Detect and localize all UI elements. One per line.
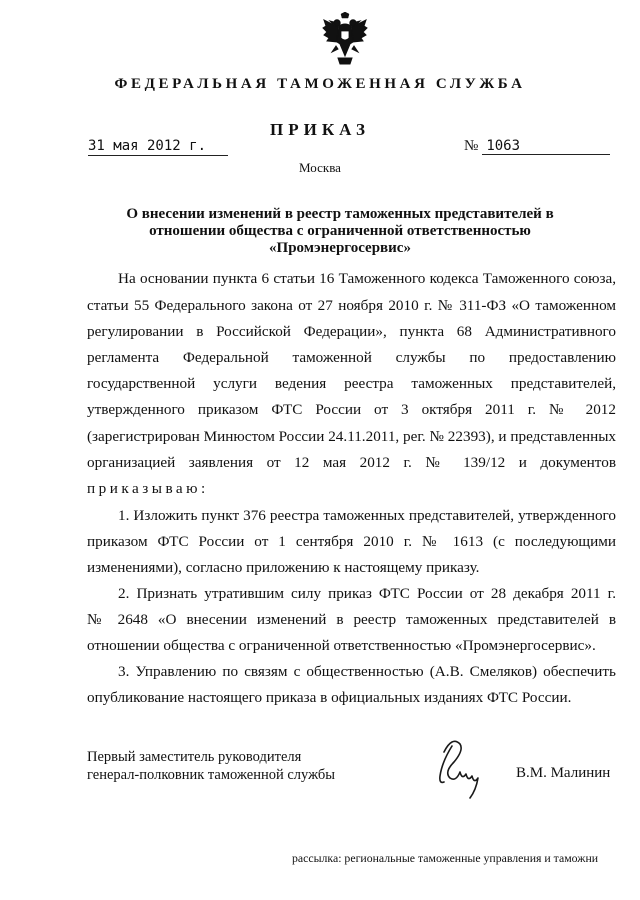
preamble-line: (зарегистрирован Минюстом России 24.11.2011, рег. № 22393), и представленных: [87, 428, 616, 445]
order-date: 31 мая 2012 г.: [88, 138, 228, 156]
item-line: приказом ФТС России от 1 сентября 2010 г. № 1613 (с последующими: [87, 533, 616, 550]
position-line: генерал-полковник таможенной службы: [87, 767, 336, 783]
item-line: 3. Управлению по связям с общественностью (А.В. Смеляков) обеспечить: [118, 663, 616, 680]
number-sign: №: [464, 138, 479, 154]
title-line: О внесении изменений в реестр таможенных представителей в: [126, 206, 554, 222]
handwritten-signature-icon: [430, 732, 490, 802]
preamble-line: организацией заявления от 12 мая 2012 г. № 139/12 и документов: [87, 454, 616, 471]
document-title: [120, 206, 560, 257]
item-line: 1. Изложить пункт 376 реестра таможенных представителей, утвержденного: [118, 507, 616, 524]
preamble-line: статьи 55 Федерального закона от 27 ноября 2010 г. № 311-ФЗ «О таможенном: [87, 297, 616, 314]
position-line: Первый заместитель руководителя: [87, 749, 302, 765]
preamble-line: утвержденного приказом ФТС России от 3 октября 2011 г. № 2012: [87, 401, 616, 418]
coat-of-arms-emblem-icon: [322, 12, 368, 68]
order-number: 1063: [482, 138, 610, 155]
order-word: приказываю:: [87, 480, 209, 497]
preamble-line: регламента Федеральной таможенной службы по предоставлению: [87, 349, 616, 366]
item-line: изменениями), согласно приложению к настоящему приказу.: [87, 559, 480, 576]
preamble-line: регулировании в Российской Федерации», пункта 68 Административного: [87, 323, 616, 340]
item-line: 2. Признать утратившим силу приказ ФТС России от 28 декабря 2011 г.: [118, 585, 616, 602]
item-line: отношении общества с ограниченной ответственностью «Промэнергосервис».: [87, 637, 596, 654]
preamble-line: На основании пункта 6 статьи 16 Таможенного кодекса Таможенного союза,: [118, 270, 616, 287]
agency-name: ФЕДЕРАЛЬНАЯ ТАМОЖЕННАЯ СЛУЖБА: [114, 76, 526, 92]
signer-name: В.М. Малинин: [516, 765, 611, 781]
item-line: № 2648 «О внесении изменений в реестр таможенных представителей в: [87, 611, 616, 628]
distribution-list: рассылка: региональные таможенные управления и таможни: [292, 851, 599, 865]
document-type: ПРИКАЗ: [270, 120, 370, 139]
signer-position: [87, 748, 335, 784]
item-line: опубликование настоящего приказа в официальных изданиях ФТС России.: [87, 689, 572, 706]
title-line: «Промэнергосервис»: [269, 240, 411, 256]
city: Москва: [299, 160, 341, 175]
preamble-line: государственной услуги ведения реестра таможенных представителей,: [87, 375, 616, 392]
order-number-field: [464, 138, 610, 155]
title-line: отношении общества с ограниченной ответственностью: [149, 223, 531, 239]
